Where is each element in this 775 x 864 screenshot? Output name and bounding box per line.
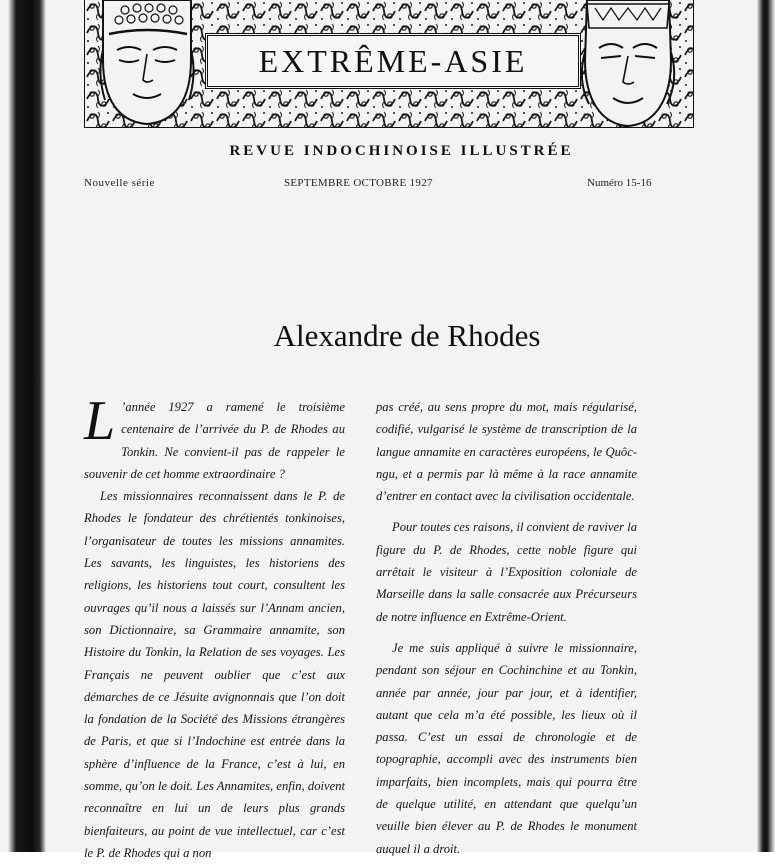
scan-border-right bbox=[757, 0, 775, 852]
page bbox=[46, 0, 757, 860]
article-title: Alexandre de Rhodes bbox=[273, 318, 541, 353]
khmer-face-icon bbox=[573, 0, 683, 128]
scan-border-left bbox=[0, 0, 46, 852]
paragraph: Les missionnaires reconnaissent dans le P. de Rhodes le fondateur des chrétientés tonkinoises, l’organisateur de toutes les missions annamites. Les savants, les linguistes, les historiens des religions, les historiens tout court, consultent les ouvrages qu’il nous a laissés sur l’Annam ancien, son Dictionnaire, sa Grammaire annamite, son Histoire du Tonkin, la Relation de ses voyages. Les Français ne peuvent oublier que c’est aux démarches de ce Jésuite avignonnais que l’on doit la fondation de la Société des Missions étrangères de Paris, et que si l’Indochine est entrée dans la sphère d’influence de la France, c’est à lui, en somme, qu’on le doit. Les Annamites, enfin, doivent reconnaître en lui un de leurs plus grands bienfaiteurs, au point de vue intellectuel, car c’est le P. de Rhodes qui a non bbox=[84, 489, 345, 860]
paragraph bbox=[84, 390, 345, 485]
paragraph: Je me suis appliqué à suivre le missionnaire, pendant son séjour en Cochinchine et au Tonkin, année par année, jour par jour, et à identifier, autant que cela m’a été possible, les lieux où il passa. C’est un essai de chronologie et de topographie, accompli avec des instruments bien imparfaits, bien incomplets, mais qui pourra être de quelque utilité, en attendant que quelqu’un veuille bien élever au P. de Rhodes le monument auquel il a droit. bbox=[376, 640, 637, 856]
paragraph-text: ’année 1927 a ramené le troisième centenaire de l’arrivée du P. de Rhodes au Tonkin. Ne convient-il pas de rappeler le souvenir de cet homme extraordinaire ? bbox=[84, 400, 345, 481]
masthead-subtitle: REVUE INDOCHINOISE ILLUSTRÉE bbox=[229, 143, 574, 159]
article-column-left bbox=[84, 390, 345, 864]
masthead-banner bbox=[84, 0, 694, 128]
drop-cap: L bbox=[84, 390, 116, 452]
masthead-title: EXTRÊME-ASIE bbox=[258, 42, 528, 79]
issue-date: SEPTEMBRE OCTOBRE 1927 bbox=[284, 177, 433, 189]
article-column-right bbox=[376, 396, 637, 860]
paragraph: Pour toutes ces raisons, il convient de raviver la figure du P. de Rhodes, cette noble figure qui arrêtait le visiteur à l’Exposition coloniale de Marseille dans la salle consacrée aux Précurseurs de notre influence en Extrême-Orient. bbox=[376, 520, 637, 624]
series-label: Nouvelle série bbox=[84, 177, 155, 189]
buddha-face-icon bbox=[95, 0, 199, 128]
issue-number: Numéro 15-16 bbox=[587, 177, 652, 189]
paragraph: pas créé, au sens propre du mot, mais régularisé, codifié, vulgarisé le système de transcription de la langue annamite en caractères européens, le Quôc-ngu, et a permis par là même à la race annamite d’entrer en contact avec la civilisation occidentale. bbox=[376, 400, 637, 504]
masthead-title-box bbox=[205, 33, 581, 89]
